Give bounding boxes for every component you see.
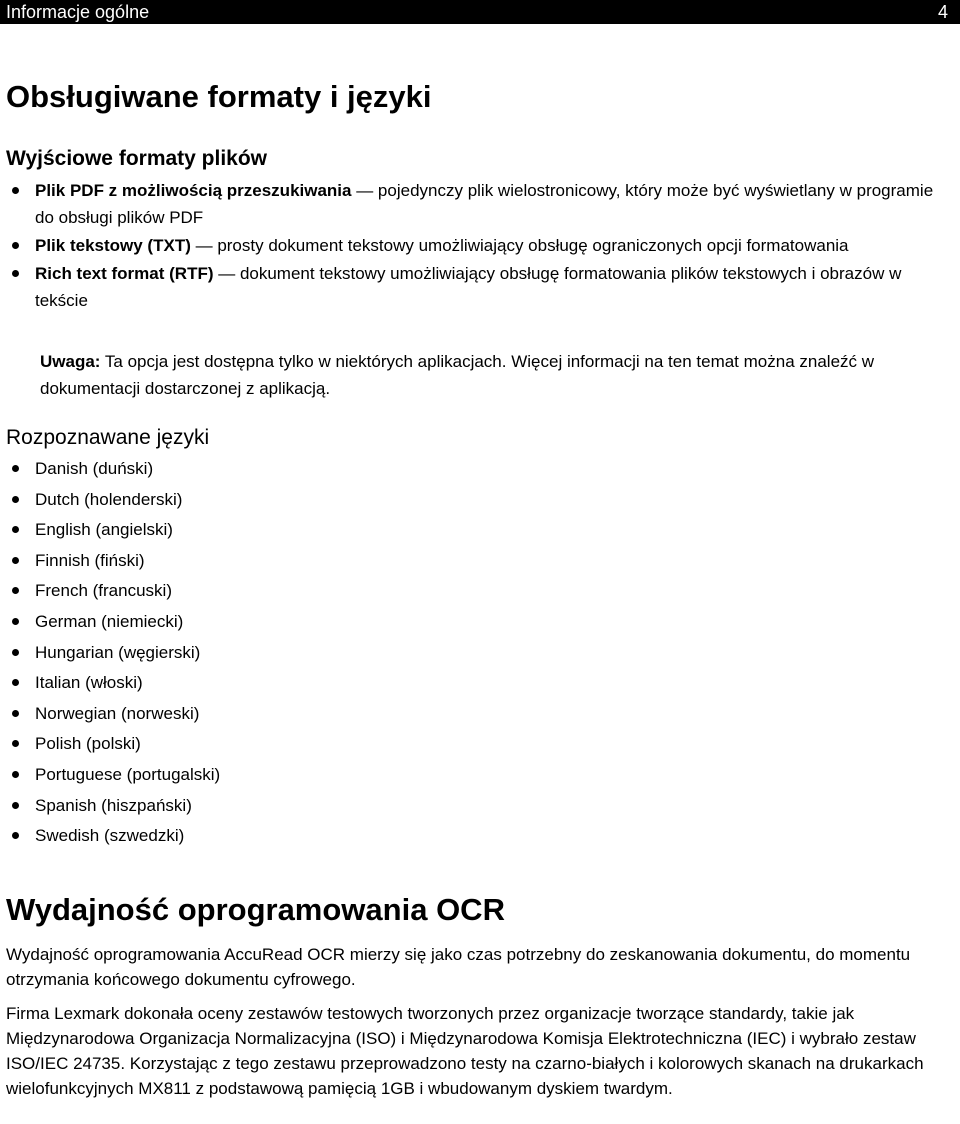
subsection-title-output-formats: Wyjściowe formaty plików	[6, 147, 268, 170]
format-description: — prosty dokument tekstowy umożliwiający obsługę ograniczonych opcji formatowania	[190, 236, 849, 255]
note-label: Uwaga:	[40, 352, 101, 371]
subsection-title-languages: Rozpoznawane języki	[6, 426, 210, 449]
format-term: Plik PDF z możliwością przeszukiwania	[35, 181, 352, 200]
language-item: Norwegian (norweski)	[0, 700, 960, 731]
format-term: Plik tekstowy (TXT)	[35, 236, 191, 255]
format-description: — dokument tekstowy umożliwiający obsługę formatowania plików tekstowych i obrazów w tekście	[35, 264, 902, 310]
languages-list	[0, 455, 960, 853]
language-item: French (francuski)	[0, 577, 960, 608]
language-item: Finnish (fiński)	[0, 547, 960, 578]
language-item: Polish (polski)	[0, 730, 960, 761]
list-item	[0, 232, 960, 259]
language-item: Italian (włoski)	[0, 669, 960, 700]
language-item: German (niemiecki)	[0, 608, 960, 639]
section-title-formats: Obsługiwane formaty i języki	[6, 79, 432, 114]
section-title-ocr-performance: Wydajność oprogramowania OCR	[6, 892, 505, 927]
output-formats-list	[0, 177, 960, 315]
format-description: — pojedynczy plik wielostronicowy, który może być wyświetlany w programie do obsługi plików PDF	[35, 181, 934, 227]
language-item: Danish (duński)	[0, 455, 960, 486]
format-term: Rich text format (RTF)	[35, 264, 214, 283]
paragraph: Wydajność oprogramowania AccuRead OCR mierzy się jako czas potrzebny do zeskanowania dokumentu, do momentu otrzymania końcowego dokumentu cyfrowego.	[6, 945, 911, 989]
language-item: English (angielski)	[0, 516, 960, 547]
note	[40, 348, 945, 402]
language-item: Spanish (hiszpański)	[0, 792, 960, 823]
list-item	[0, 177, 960, 231]
language-item: Dutch (holenderski)	[0, 486, 960, 517]
chapter-title: Informacje ogólne	[6, 2, 150, 22]
language-item: Hungarian (węgierski)	[0, 639, 960, 670]
language-item: Swedish (szwedzki)	[0, 822, 960, 853]
page-header	[0, 0, 960, 24]
note-text: Ta opcja jest dostępna tylko w niektórych aplikacjach. Więcej informacji na ten temat można znaleźć w dokumentacji dostarczonej z aplikacją.	[40, 352, 875, 398]
page-number: 4	[937, 2, 948, 22]
language-item: Portuguese (portugalski)	[0, 761, 960, 792]
list-item	[0, 260, 960, 314]
paragraph: Firma Lexmark dokonała oceny zestawów testowych tworzonych przez organizacje tworzące standardy, takie jak Międzynarodowa Organizacja Normalizacyjna (ISO) i Międzynarodowa Komisja Elektrotechniczna (IEC) i wybrało zestaw ISO/IEC 24735. Korzystając z tego zestawu przeprowadzono testy na czarno-białych i kolorowych skanach na drukarkach wielofunkcyjnych MX811 z podstawową pamięcią 1GB i wbudowanym dyskiem twardym.	[6, 1004, 924, 1098]
